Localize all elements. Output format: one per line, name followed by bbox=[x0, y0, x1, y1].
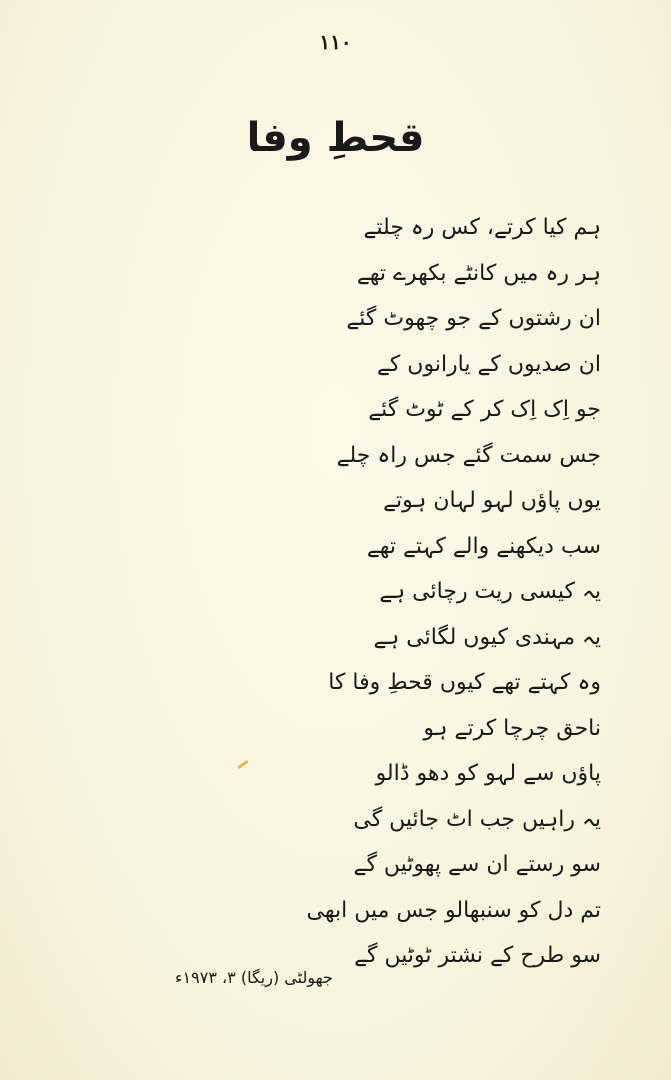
poem-line: وہ کہتے تھے کیوں قحطِ وفا کا bbox=[328, 670, 601, 695]
poem-line: یہ کیسی ریت رچائی ہے bbox=[379, 579, 601, 604]
poem-date-place: جھولٹی (ریگا) ۳، ۱۹۷۳ء bbox=[175, 968, 333, 987]
paper-speck bbox=[237, 760, 249, 769]
poem-line: پاؤں سے لہو کو دھو ڈالو bbox=[375, 761, 601, 786]
poem-line: یہ راہیں جب اٹ جائیں گی bbox=[353, 806, 601, 832]
page-number: ۱۱۰ bbox=[319, 30, 352, 54]
poem-line: جس سمت گئے جس راہ چلے bbox=[336, 442, 601, 468]
poem-line: ان رشتوں کے جو چھوٹ گئے bbox=[346, 306, 601, 331]
poem-line: سو رستے ان سے پھوٹیں گے bbox=[353, 852, 601, 877]
poem-body bbox=[261, 205, 601, 979]
poem-line: ہم کیا کرتے، کس رہ چلتے bbox=[363, 215, 601, 240]
poem-line: یہ مہندی کیوں لگائی ہے bbox=[373, 624, 601, 650]
poem-title: قحطِ وفا bbox=[246, 115, 425, 161]
poem-line: ناحق چرچا کرتے ہو bbox=[423, 715, 601, 741]
poem-line: یوں پاؤں لہو لہان ہوتے bbox=[383, 488, 601, 513]
poem-line: ہر رہ میں کانٹے بکھرے تھے bbox=[356, 260, 601, 286]
poem-line: تم دل کو سنبھالو جس میں ابھی bbox=[306, 897, 601, 923]
poem-line: جو اِک اِک کر کے ٹوٹ گئے bbox=[368, 397, 601, 422]
poem-line: سب دیکھنے والے کہتے تھے bbox=[366, 533, 601, 559]
poem-line: ان صدیوں کے یارانوں کے bbox=[376, 351, 601, 377]
poem-line: سو طرح کے نشتر ٹوٹیں گے bbox=[354, 943, 601, 968]
